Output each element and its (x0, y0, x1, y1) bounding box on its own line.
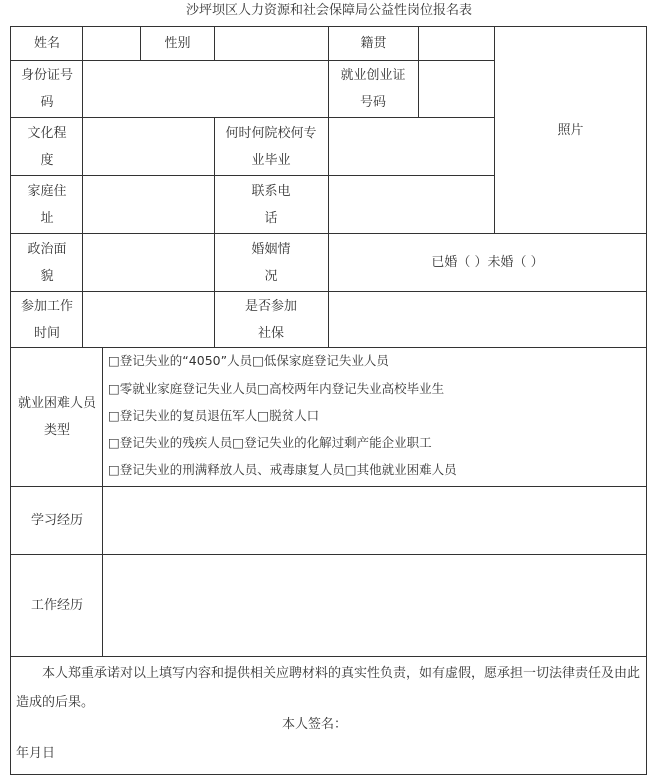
graduation-field[interactable] (329, 118, 494, 175)
gender-label: 性别 (164, 36, 191, 51)
home-address-label: 家庭住址 (27, 183, 67, 226)
native-place-label: 籍贯 (360, 36, 387, 51)
name-label: 姓名 (33, 36, 60, 51)
phone-field[interactable] (329, 176, 494, 233)
frame-left (10, 26, 11, 775)
difficulty-option-5[interactable]: □登记失业的刑满释放人员、戒毒康复人员□其他就业困难人员 (108, 462, 457, 477)
social-security-label: 是否参加社保 (244, 298, 297, 341)
political-field[interactable] (83, 234, 214, 291)
work-start-field[interactable] (83, 292, 214, 347)
employment-cert-field[interactable] (419, 61, 494, 117)
gender-field[interactable] (215, 27, 328, 60)
frame-bottom (10, 774, 647, 775)
home-address-field[interactable] (83, 176, 214, 233)
difficulty-type-label: 就业困难人员类型 (17, 396, 96, 438)
work-history-field[interactable] (103, 555, 646, 656)
difficulty-option-1[interactable]: □登记失业的“4050”人员□低保家庭登记失业人员 (108, 353, 389, 368)
row-line-9 (10, 656, 647, 657)
graduation-label: 何时何院校何专业毕业 (225, 125, 317, 168)
col-line-c2 (214, 117, 215, 348)
id-number-field[interactable] (83, 61, 328, 117)
social-security-field[interactable] (329, 292, 646, 347)
name-field[interactable] (83, 27, 140, 60)
marital-options[interactable]: 已婚（ ）未婚（ ） (431, 255, 544, 270)
difficulty-option-2[interactable]: □零就业家庭登记失业人员□高校两年内登记失业高校毕业生 (108, 381, 445, 396)
work-history-label: 工作经历 (30, 598, 83, 613)
marital-label: 婚姻情况 (251, 241, 291, 284)
photo-label: 照片 (557, 122, 584, 138)
education-label: 文化程度 (27, 125, 67, 168)
pledge-text: 本人郑重承诺对以上填写内容和提供相关应聘材料的真实性负责，如有虚假，愿承担一切法律责任及由此造成的后果。 (16, 666, 641, 710)
native-place-field[interactable] (419, 27, 494, 60)
employment-cert-label: 就业创业证号码 (340, 68, 406, 110)
frame-right (646, 26, 647, 775)
id-number-label: 身份证号码 (20, 68, 73, 110)
date-label: 年月日 (16, 746, 56, 761)
difficulty-option-4[interactable]: □登记失业的残疾人员□登记失业的化解过剩产能企业职工 (108, 435, 432, 450)
political-label: 政治面貌 (27, 241, 67, 284)
form-title: 沙坪坝区人力资源和社会保障局公益性岗位报名表 (185, 3, 472, 18)
study-history-label: 学习经历 (30, 513, 83, 528)
phone-label: 联系电话 (251, 183, 291, 226)
education-field[interactable] (83, 118, 214, 175)
work-start-label: 参加工作时间 (20, 298, 73, 341)
difficulty-option-3[interactable]: □登记失业的复员退伍军人□脱贫人口 (108, 408, 320, 423)
signature-label: 本人签名： (282, 717, 348, 732)
study-history-field[interactable] (103, 487, 646, 554)
